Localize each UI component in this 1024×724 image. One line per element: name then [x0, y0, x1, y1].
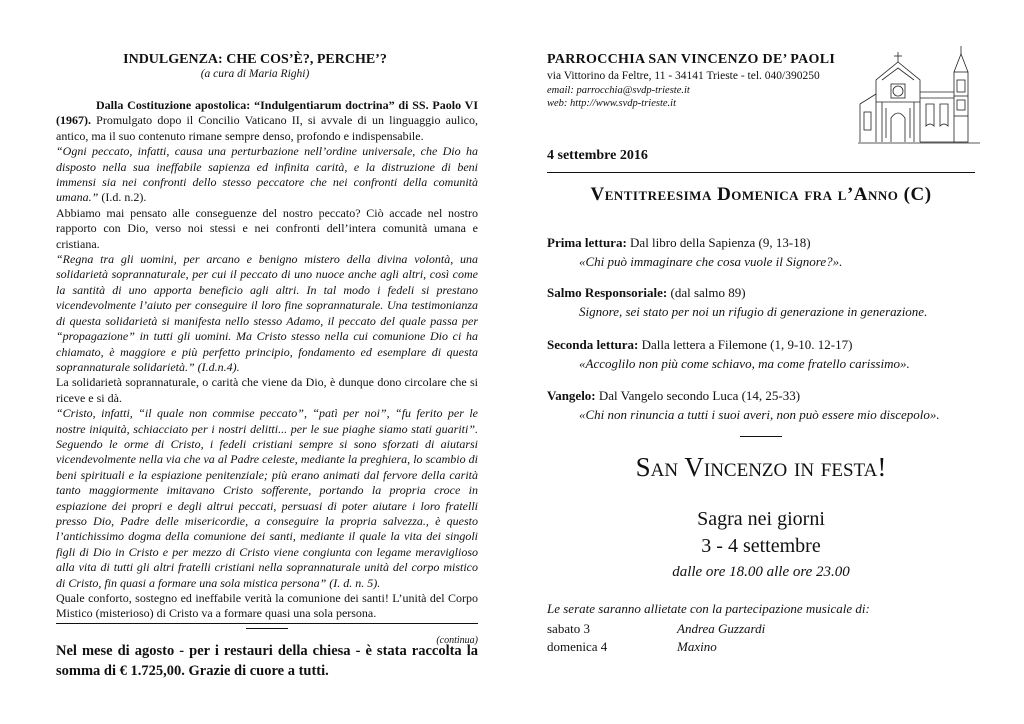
body-paragraph-4: Quale conforto, sostegno ed ineffabile verità la comunione dei santi! L’unità del Corpo Mistico (misterioso) di Cristo va a formare quasi una sola persona.: [56, 591, 478, 621]
reading-quote: «Chi non rinuncia a tutti i suoi averi, non può essere mio discepolo».: [579, 407, 940, 422]
sagra-dates: 3 - 4 settembre: [701, 535, 821, 557]
body-paragraph-2: Abbiamo mai pensato alle conseguenze del nostro peccato? Ciò accade nel nostro rapporto con Dio, verso noi stessi e nei confronti dell’intera comunità umana e cristiana.: [56, 205, 478, 251]
article-author: (a cura di Maria Righi): [200, 68, 310, 80]
intro-text: Promulgato dopo il Concilio Vaticano II, si avvale di un linguaggio aulico, antico, ma il suo contenuto rimane sempre denso, profondo e indispensabile.: [56, 113, 478, 143]
article-title: INDULGENZA: CHE COS’È?, PERCHE’?: [123, 52, 387, 67]
left-divider: [56, 623, 478, 624]
reading-source: Dal Vangelo secondo Luca (14, 25-33): [595, 388, 801, 403]
bulletin-date: 4 settembre 2016: [547, 148, 648, 163]
body-paragraph-3: La solidarietà soprannaturale, o carità che viene da Dio, è dunque dono circolare che si riceve e si dà.: [56, 375, 478, 405]
reading-label: Prima lettura:: [547, 235, 627, 250]
quote-3: “Cristo, infatti, “il quale non commise peccato”, “patì per noi”, “fu ferito per le nostre iniquità, schiacciato per i nostri delitti... per le sue piaghe siamo stati guariti”. Seguendo le orme di Cristo, i fedeli cristiani sempre si sono sforzati di aiutarsi vicendevolmente nella via che va al Padre celeste, mediante la preghiera, lo scambio di beni spirituali e la espiazione penitenziale; più erano animati dal fervore della carità tanto maggiormente imitavano Cristo sofferente, portando la propria croce in espiazione dei propri e degli altrui peccati, persuasi di poter aiutare i loro fratelli presso Dio, Padre delle misericordie, a conseguire la propria salvezza., è questo l’antichissimo dogma della comunione dei santi, mediante il quale la vita dei singoli figli di Dio in Cristo e per mezzo di Cristo viene congiunta con legame meraviglioso alla vita di tutti gli altri fratelli cristiani nella soprannaturale unità del corpo mistico di Cristo, fin quasi a formare una sola mistica persona” (I. d. n. 5).: [56, 406, 478, 590]
parish-email: email: parrocchia@svdp-trieste.it: [547, 85, 690, 96]
donation-notice: Nel mese di agosto - per i restauri della chiesa - è stata raccolta la somma di € 1.725,00. Grazie di cuore a tutti.: [56, 643, 478, 679]
sagra-heading: Sagra nei giorni: [697, 508, 825, 530]
readings-divider: [740, 436, 782, 437]
intro-source: Dalla Costituzione apostolica: “Indulgentiarum doctrina” di SS. Paolo VI (1967).: [56, 98, 478, 128]
schedule-performer: Maxino: [677, 639, 717, 654]
sunday-title: Ventitreesima Domenica fra l’Anno (C): [590, 184, 932, 205]
reading-gospel: [547, 386, 977, 424]
quote-2: “Regna tra gli uomini, per arcano e benigno mistero della divina volontà, una solidarietà soprannaturale, per cui il peccato di uno nuoce anche agli altri, così come la santità di uno apporta beneficio agli altri. In tal modo i fedeli si prestano vicendevolmente l’aiuto per conseguire il loro fine soprannaturale. Una testimonianza di questa solidarietà si manifesta nello stesso Adamo, il peccato del quale passa per “propagazione” in tutti gli uomini. Ma Cristo stesso nella cui comunione Dio ci ha chiamato, è maggiore e più perfetto principio, fondamento ed esemplare di questa soprannaturale solidarietà.” (I.d.n.4).: [56, 252, 478, 374]
parish-web: web: http://www.svdp-trieste.it: [547, 98, 677, 109]
reading-second: [547, 335, 977, 373]
schedule-row: [547, 639, 717, 655]
music-intro: Le serate saranno allietate con la partecipazione musicale di:: [547, 601, 870, 616]
reading-quote: Signore, sei stato per noi un rifugio di generazione in generazione.: [579, 304, 928, 319]
reading-label: Seconda lettura:: [547, 337, 639, 352]
schedule-day: domenica 4: [547, 639, 608, 654]
reading-source: Dal libro della Sapienza (9, 13-18): [626, 235, 811, 250]
festa-title: San Vincenzo in festa!: [635, 452, 887, 482]
schedule-row: [547, 621, 765, 637]
header-divider: [547, 172, 975, 173]
article-body: [56, 98, 478, 648]
quote-paragraph-1: [56, 144, 478, 206]
reading-source: Dalla lettera a Filemone (1, 9-10. 12-17): [638, 337, 853, 352]
sagra-hours: dalle ore 18.00 alle ore 23.00: [672, 564, 850, 580]
reading-quote: «Chi può immaginare che cosa vuole il Signore?».: [579, 254, 843, 269]
reading-quote: «Accoglilo non più come schiavo, ma come fratello carissimo».: [579, 356, 910, 371]
quote-1: “Ogni peccato, infatti, causa una perturbazione nell’ordine universale, che Dio ha disposto nella sua ineffabile sapienza ed infinita carità, e la distruzione di beni immensi sia nei confronti dello stesso peccatore che nei confronti della comunità umana.”: [56, 144, 478, 205]
section-divider: [246, 628, 288, 629]
parish-name: PARROCCHIA SAN VINCENZO DE’ PAOLI: [547, 52, 836, 67]
reading-source: (dal salmo 89): [667, 285, 746, 300]
quote-1-ref: (I.d. n.2).: [98, 190, 147, 205]
church-illustration: [858, 42, 980, 146]
reading-label: Vangelo:: [547, 388, 596, 403]
schedule-performer: Andrea Guzzardi: [677, 621, 766, 636]
continua-note: (continua): [436, 634, 478, 646]
schedule-day: sabato 3: [547, 621, 590, 636]
parish-address: via Vittorino da Feltre, 11 - 34141 Trieste - tel. 040/390250: [547, 70, 820, 82]
reading-psalm: [547, 283, 977, 321]
intro-paragraph: [56, 98, 478, 144]
reading-label: Salmo Responsoriale:: [547, 285, 668, 300]
reading-first: [547, 233, 977, 271]
